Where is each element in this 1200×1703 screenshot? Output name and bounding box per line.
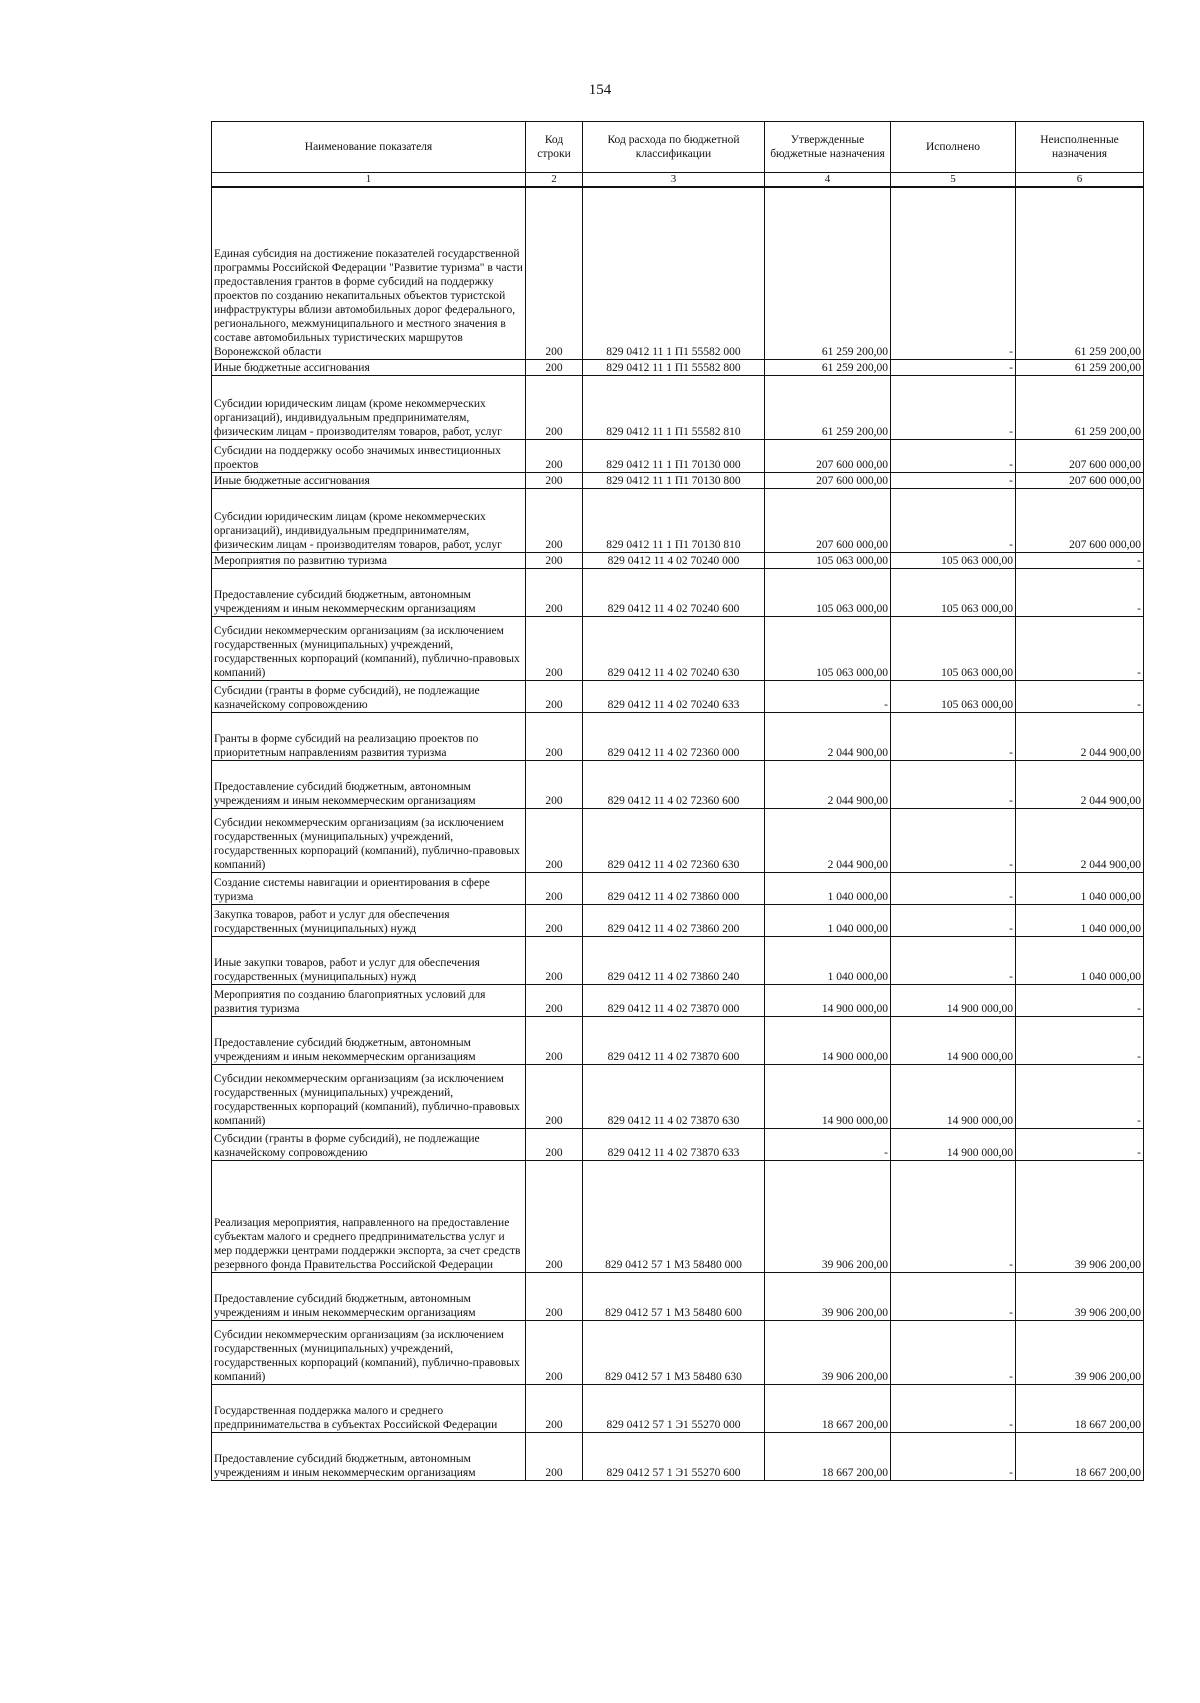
row-executed-cell: - bbox=[891, 1432, 1016, 1480]
row-name-cell: Иные бюджетные ассигнования bbox=[212, 472, 526, 488]
row-code-cell: 200 bbox=[526, 680, 583, 712]
row-code-cell: 200 bbox=[526, 1320, 583, 1384]
row-name-cell: Иные закупки товаров, работ и услуг для обеспечения государственных (муниципальных) нужд bbox=[212, 936, 526, 984]
row-name-cell: Субсидии юридическим лицам (кроме некоммерческих организаций), индивидуальным предпринимателям, физическим лицам - производителям товаров, работ, услуг bbox=[212, 488, 526, 552]
row-name-cell: Закупка товаров, работ и услуг для обеспечения государственных (муниципальных) нужд bbox=[212, 904, 526, 936]
row-executed-cell: - bbox=[891, 808, 1016, 872]
row-code-cell: 200 bbox=[526, 439, 583, 472]
table-row bbox=[212, 680, 1144, 712]
table-row bbox=[212, 552, 1144, 568]
row-name-cell: Субсидии некоммерческим организациям (за исключением государственных (муниципальных) учреждений, государственных корпораций (компаний), публично-правовых компаний) bbox=[212, 616, 526, 680]
row-approved-cell: 18 667 200,00 bbox=[765, 1384, 891, 1432]
row-classification-cell: 829 0412 11 4 02 72360 600 bbox=[583, 760, 765, 808]
table-row bbox=[212, 375, 1144, 439]
column-number: 3 bbox=[583, 173, 765, 188]
row-code-cell: 200 bbox=[526, 488, 583, 552]
row-executed-cell: 105 063 000,00 bbox=[891, 616, 1016, 680]
row-unexecuted-cell: - bbox=[1016, 552, 1144, 568]
row-name-cell: Субсидии некоммерческим организациям (за исключением государственных (муниципальных) учреждений, государственных корпораций (компаний), публично-правовых компаний) bbox=[212, 1320, 526, 1384]
row-approved-cell: 1 040 000,00 bbox=[765, 936, 891, 984]
table-row bbox=[212, 439, 1144, 472]
row-code-cell: 200 bbox=[526, 1016, 583, 1064]
row-name-cell: Государственная поддержка малого и среднего предпринимательства в субъектах Российской Федерации bbox=[212, 1384, 526, 1432]
row-approved-cell: 14 900 000,00 bbox=[765, 1064, 891, 1128]
row-unexecuted-cell: 39 906 200,00 bbox=[1016, 1160, 1144, 1272]
row-code-cell: 200 bbox=[526, 904, 583, 936]
row-code-cell: 200 bbox=[526, 375, 583, 439]
row-unexecuted-cell: 2 044 900,00 bbox=[1016, 760, 1144, 808]
row-approved-cell: 39 906 200,00 bbox=[765, 1320, 891, 1384]
row-approved-cell: - bbox=[765, 1128, 891, 1160]
row-executed-cell: 105 063 000,00 bbox=[891, 568, 1016, 616]
row-name-cell: Субсидии (гранты в форме субсидий), не подлежащие казначейскому сопровождению bbox=[212, 680, 526, 712]
row-approved-cell: 39 906 200,00 bbox=[765, 1160, 891, 1272]
row-unexecuted-cell: 207 600 000,00 bbox=[1016, 488, 1144, 552]
row-approved-cell: 2 044 900,00 bbox=[765, 808, 891, 872]
row-code-cell: 200 bbox=[526, 1128, 583, 1160]
table-row bbox=[212, 1384, 1144, 1432]
row-classification-cell: 829 0412 11 1 П1 55582 800 bbox=[583, 359, 765, 375]
column-number: 4 bbox=[765, 173, 891, 188]
row-code-cell: 200 bbox=[526, 872, 583, 904]
row-code-cell: 200 bbox=[526, 1160, 583, 1272]
row-unexecuted-cell: 2 044 900,00 bbox=[1016, 808, 1144, 872]
row-code-cell: 200 bbox=[526, 760, 583, 808]
row-approved-cell: 1 040 000,00 bbox=[765, 872, 891, 904]
row-name-cell: Субсидии некоммерческим организациям (за исключением государственных (муниципальных) учреждений, государственных корпораций (компаний), публично-правовых компаний) bbox=[212, 808, 526, 872]
row-executed-cell: 105 063 000,00 bbox=[891, 680, 1016, 712]
row-executed-cell: - bbox=[891, 359, 1016, 375]
row-executed-cell: - bbox=[891, 1320, 1016, 1384]
header-approved: Утвержденные бюджетные назначения bbox=[765, 122, 891, 173]
row-name-cell: Реализация мероприятия, направленного на предоставление субъектам малого и среднего предпринимательства услуг и мер поддержки центрами поддержки экспорта, за счет средств резервного фонда Правительства Российской Федерации bbox=[212, 1160, 526, 1272]
row-classification-cell: 829 0412 11 1 П1 55582 810 bbox=[583, 375, 765, 439]
row-executed-cell: - bbox=[891, 936, 1016, 984]
table-row bbox=[212, 1064, 1144, 1128]
row-executed-cell: 14 900 000,00 bbox=[891, 1016, 1016, 1064]
row-code-cell: 200 bbox=[526, 984, 583, 1016]
row-approved-cell: 18 667 200,00 bbox=[765, 1432, 891, 1480]
row-classification-cell: 829 0412 11 1 П1 70130 000 bbox=[583, 439, 765, 472]
table-row bbox=[212, 1160, 1144, 1272]
row-name-cell: Гранты в форме субсидий на реализацию проектов по приоритетным направлениям развития туризма bbox=[212, 712, 526, 760]
page-number: 154 bbox=[588, 82, 612, 98]
column-number: 6 bbox=[1016, 173, 1144, 188]
row-executed-cell: - bbox=[891, 472, 1016, 488]
row-approved-cell: 207 600 000,00 bbox=[765, 439, 891, 472]
row-unexecuted-cell: - bbox=[1016, 568, 1144, 616]
table-row bbox=[212, 616, 1144, 680]
row-executed-cell: 14 900 000,00 bbox=[891, 984, 1016, 1016]
row-approved-cell: 61 259 200,00 bbox=[765, 187, 891, 359]
row-name-cell: Создание системы навигации и ориентирования в сфере туризма bbox=[212, 872, 526, 904]
column-number: 5 bbox=[891, 173, 1016, 188]
row-executed-cell: - bbox=[891, 439, 1016, 472]
row-approved-cell: - bbox=[765, 680, 891, 712]
row-unexecuted-cell: 2 044 900,00 bbox=[1016, 712, 1144, 760]
row-name-cell: Субсидии некоммерческим организациям (за исключением государственных (муниципальных) учреждений, государственных корпораций (компаний), публично-правовых компаний) bbox=[212, 1064, 526, 1128]
row-approved-cell: 207 600 000,00 bbox=[765, 472, 891, 488]
row-classification-cell: 829 0412 11 4 02 72360 630 bbox=[583, 808, 765, 872]
header-name: Наименование показателя bbox=[212, 122, 526, 173]
row-unexecuted-cell: 39 906 200,00 bbox=[1016, 1320, 1144, 1384]
row-code-cell: 200 bbox=[526, 187, 583, 359]
column-number-row bbox=[212, 173, 1144, 188]
row-classification-cell: 829 0412 57 1 Э1 55270 000 bbox=[583, 1384, 765, 1432]
row-unexecuted-cell: 18 667 200,00 bbox=[1016, 1384, 1144, 1432]
row-code-cell: 200 bbox=[526, 1064, 583, 1128]
row-executed-cell: - bbox=[891, 904, 1016, 936]
row-code-cell: 200 bbox=[526, 1432, 583, 1480]
table-row bbox=[212, 808, 1144, 872]
row-approved-cell: 2 044 900,00 bbox=[765, 712, 891, 760]
row-approved-cell: 2 044 900,00 bbox=[765, 760, 891, 808]
row-code-cell: 200 bbox=[526, 616, 583, 680]
table-row bbox=[212, 472, 1144, 488]
table-row bbox=[212, 568, 1144, 616]
row-executed-cell: 14 900 000,00 bbox=[891, 1128, 1016, 1160]
row-classification-cell: 829 0412 11 4 02 70240 630 bbox=[583, 616, 765, 680]
row-name-cell: Субсидии на поддержку особо значимых инвестиционных проектов bbox=[212, 439, 526, 472]
row-classification-cell: 829 0412 11 4 02 73860 200 bbox=[583, 904, 765, 936]
row-name-cell: Субсидии (гранты в форме субсидий), не подлежащие казначейскому сопровождению bbox=[212, 1128, 526, 1160]
table-row bbox=[212, 1016, 1144, 1064]
row-approved-cell: 207 600 000,00 bbox=[765, 488, 891, 552]
row-code-cell: 200 bbox=[526, 936, 583, 984]
row-unexecuted-cell: 61 259 200,00 bbox=[1016, 187, 1144, 359]
row-approved-cell: 61 259 200,00 bbox=[765, 375, 891, 439]
row-name-cell: Предоставление субсидий бюджетным, автономным учреждениям и иным некоммерческим организациям bbox=[212, 1016, 526, 1064]
row-unexecuted-cell: 207 600 000,00 bbox=[1016, 472, 1144, 488]
row-classification-cell: 829 0412 11 4 02 72360 000 bbox=[583, 712, 765, 760]
row-unexecuted-cell: - bbox=[1016, 1128, 1144, 1160]
row-approved-cell: 105 063 000,00 bbox=[765, 552, 891, 568]
row-unexecuted-cell: 1 040 000,00 bbox=[1016, 872, 1144, 904]
table-row bbox=[212, 760, 1144, 808]
row-code-cell: 200 bbox=[526, 552, 583, 568]
row-approved-cell: 14 900 000,00 bbox=[765, 1016, 891, 1064]
table-row bbox=[212, 712, 1144, 760]
row-name-cell: Предоставление субсидий бюджетным, автономным учреждениям и иным некоммерческим организациям bbox=[212, 760, 526, 808]
row-classification-cell: 829 0412 11 4 02 70240 600 bbox=[583, 568, 765, 616]
row-classification-cell: 829 0412 57 1 М3 58480 000 bbox=[583, 1160, 765, 1272]
row-unexecuted-cell: - bbox=[1016, 1016, 1144, 1064]
table-row bbox=[212, 872, 1144, 904]
row-approved-cell: 61 259 200,00 bbox=[765, 359, 891, 375]
row-classification-cell: 829 0412 11 4 02 73870 633 bbox=[583, 1128, 765, 1160]
header-classification: Код расхода по бюджетной классификации bbox=[583, 122, 765, 173]
row-code-cell: 200 bbox=[526, 472, 583, 488]
row-executed-cell: - bbox=[891, 1160, 1016, 1272]
row-code-cell: 200 bbox=[526, 359, 583, 375]
row-code-cell: 200 bbox=[526, 1272, 583, 1320]
row-executed-cell: - bbox=[891, 1272, 1016, 1320]
header-executed: Исполнено bbox=[891, 122, 1016, 173]
row-approved-cell: 105 063 000,00 bbox=[765, 616, 891, 680]
row-code-cell: 200 bbox=[526, 808, 583, 872]
row-unexecuted-cell: 1 040 000,00 bbox=[1016, 904, 1144, 936]
row-classification-cell: 829 0412 11 4 02 73870 000 bbox=[583, 984, 765, 1016]
row-name-cell: Субсидии юридическим лицам (кроме некоммерческих организаций), индивидуальным предпринимателям, физическим лицам - производителям товаров, работ, услуг bbox=[212, 375, 526, 439]
column-number: 1 bbox=[212, 173, 526, 188]
row-unexecuted-cell: 1 040 000,00 bbox=[1016, 936, 1144, 984]
row-unexecuted-cell: - bbox=[1016, 680, 1144, 712]
row-name-cell: Предоставление субсидий бюджетным, автономным учреждениям и иным некоммерческим организациям bbox=[212, 568, 526, 616]
table-row bbox=[212, 1432, 1144, 1480]
row-unexecuted-cell: 39 906 200,00 bbox=[1016, 1272, 1144, 1320]
row-unexecuted-cell: 61 259 200,00 bbox=[1016, 359, 1144, 375]
row-name-cell: Предоставление субсидий бюджетным, автономным учреждениям и иным некоммерческим организациям bbox=[212, 1432, 526, 1480]
table-row bbox=[212, 936, 1144, 984]
row-classification-cell: 829 0412 11 1 П1 70130 800 bbox=[583, 472, 765, 488]
row-code-cell: 200 bbox=[526, 568, 583, 616]
row-approved-cell: 1 040 000,00 bbox=[765, 904, 891, 936]
row-classification-cell: 829 0412 11 1 П1 70130 810 bbox=[583, 488, 765, 552]
row-executed-cell: 105 063 000,00 bbox=[891, 552, 1016, 568]
row-approved-cell: 14 900 000,00 bbox=[765, 984, 891, 1016]
row-name-cell: Мероприятия по развитию туризма bbox=[212, 552, 526, 568]
table-row bbox=[212, 488, 1144, 552]
row-name-cell: Предоставление субсидий бюджетным, автономным учреждениям и иным некоммерческим организациям bbox=[212, 1272, 526, 1320]
row-classification-cell: 829 0412 11 4 02 70240 633 bbox=[583, 680, 765, 712]
table-row bbox=[212, 359, 1144, 375]
row-classification-cell: 829 0412 57 1 М3 58480 600 bbox=[583, 1272, 765, 1320]
row-executed-cell: - bbox=[891, 375, 1016, 439]
row-code-cell: 200 bbox=[526, 1384, 583, 1432]
row-executed-cell: - bbox=[891, 872, 1016, 904]
table-row bbox=[212, 1272, 1144, 1320]
row-executed-cell: - bbox=[891, 1384, 1016, 1432]
row-classification-cell: 829 0412 11 4 02 73860 000 bbox=[583, 872, 765, 904]
row-unexecuted-cell: 61 259 200,00 bbox=[1016, 375, 1144, 439]
row-executed-cell: - bbox=[891, 187, 1016, 359]
header-row bbox=[212, 122, 1144, 173]
table-body bbox=[212, 187, 1144, 1480]
row-executed-cell: - bbox=[891, 488, 1016, 552]
budget-execution-table bbox=[211, 121, 1144, 1481]
row-name-cell: Единая субсидия на достижение показателей государственной программы Российской Федерации "Развитие туризма" в части предоставления грантов в форме субсидий на поддержку проектов по созданию некапитальных объектов туристской инфраструктуры вблизи автомобильных дорог федерального, регионального, межмуниципального и местного значения в составе автомобильных туристических маршрутов Воронежской области bbox=[212, 187, 526, 359]
table-row bbox=[212, 1320, 1144, 1384]
row-executed-cell: - bbox=[891, 712, 1016, 760]
row-classification-cell: 829 0412 11 4 02 70240 000 bbox=[583, 552, 765, 568]
row-classification-cell: 829 0412 57 1 Э1 55270 600 bbox=[583, 1432, 765, 1480]
table-row bbox=[212, 984, 1144, 1016]
row-name-cell: Иные бюджетные ассигнования bbox=[212, 359, 526, 375]
table-row bbox=[212, 187, 1144, 359]
table-row bbox=[212, 904, 1144, 936]
row-unexecuted-cell: - bbox=[1016, 984, 1144, 1016]
row-approved-cell: 39 906 200,00 bbox=[765, 1272, 891, 1320]
row-classification-cell: 829 0412 11 4 02 73860 240 bbox=[583, 936, 765, 984]
header-unexecuted: Неисполненные назначения bbox=[1016, 122, 1144, 173]
row-unexecuted-cell: 207 600 000,00 bbox=[1016, 439, 1144, 472]
row-name-cell: Мероприятия по созданию благоприятных условий для развития туризма bbox=[212, 984, 526, 1016]
row-executed-cell: 14 900 000,00 bbox=[891, 1064, 1016, 1128]
row-classification-cell: 829 0412 57 1 М3 58480 630 bbox=[583, 1320, 765, 1384]
row-unexecuted-cell: - bbox=[1016, 616, 1144, 680]
header-code: Код строки bbox=[526, 122, 583, 173]
row-executed-cell: - bbox=[891, 760, 1016, 808]
row-unexecuted-cell: 18 667 200,00 bbox=[1016, 1432, 1144, 1480]
row-classification-cell: 829 0412 11 1 П1 55582 000 bbox=[583, 187, 765, 359]
column-number: 2 bbox=[526, 173, 583, 188]
row-approved-cell: 105 063 000,00 bbox=[765, 568, 891, 616]
row-unexecuted-cell: - bbox=[1016, 1064, 1144, 1128]
row-classification-cell: 829 0412 11 4 02 73870 600 bbox=[583, 1016, 765, 1064]
table-row bbox=[212, 1128, 1144, 1160]
row-classification-cell: 829 0412 11 4 02 73870 630 bbox=[583, 1064, 765, 1128]
row-code-cell: 200 bbox=[526, 712, 583, 760]
